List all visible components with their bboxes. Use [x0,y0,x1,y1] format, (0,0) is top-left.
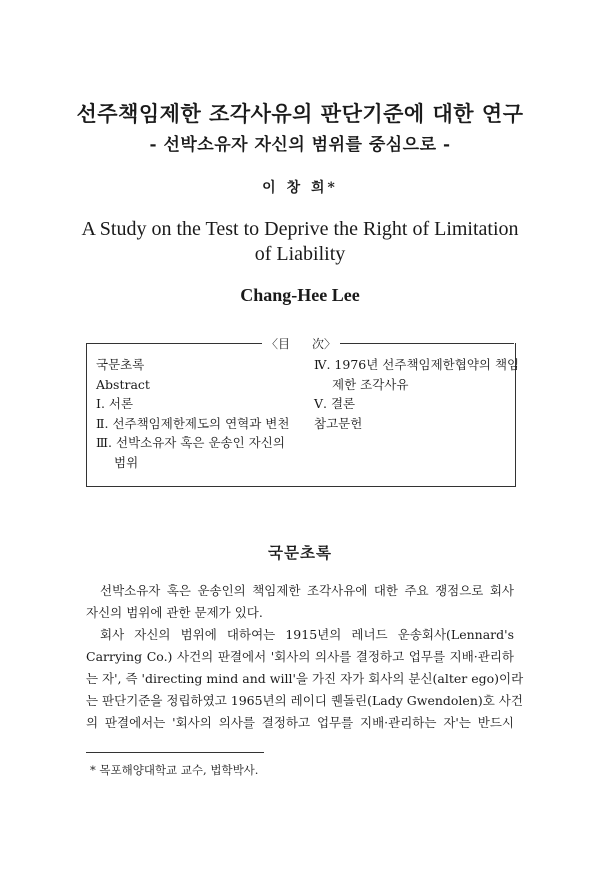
abstract-body [86,580,524,734]
paper-title: 선주책임제한 조각사유의 판단기준에 대한 연구 [76,101,524,126]
toc-item: Ⅳ. 1976년 선주책임제한협약의 책임 [314,357,520,372]
body-line: 는 판단기준을 정립하였고 1965년의 레이디 퀜돌린(Lady Gwendolen)호 사건 [86,693,523,708]
toc-item: Ⅲ. 선박소유자 혹은 운송인 자신의 [96,435,285,450]
toc-item: Ⅴ. 결론 [314,396,356,411]
body-line: Carrying Co.) 사건의 판결에서 '회사의 의사를 결정하고 업무를 지배·관리하 [86,649,514,664]
body-line: 는 자', 즉 'directing mind and will'을 가진 자가 회사의 분신(alter ego)이라 [86,671,524,686]
body-paragraph [86,624,524,734]
footnote-rule [86,752,264,753]
toc-item: 제한 조각사유 [332,376,409,392]
author-english: Chang-Hee Lee [240,285,360,305]
toc-item: 국문초록 [96,357,145,372]
toc-item: Ⅱ. 선주책임제한제도의 연혁과 변천 [96,415,290,431]
body-paragraph [86,580,514,624]
body-line: 자신의 범위에 관한 문제가 있다. [86,605,263,620]
toc-left-column [96,355,311,472]
body-line: 의 판결에서는 '회사의 의사를 결정하고 업무를 지배·관리하는 자'는 반드시 [86,715,514,730]
body-line: 회사 자신의 범위에 대하여는 1915년의 레너드 운송회사(Lennard's [100,627,514,642]
author-korean: 이 창 희* [262,180,338,196]
english-title-line-1: A Study on the Test to Deprive the Right of Limitation [81,218,519,240]
toc-item: Abstract [96,376,150,392]
toc-item: 참고문헌 [314,415,363,431]
english-title-line-2: of Liability [254,243,346,265]
toc-item: 범위 [114,454,139,470]
paper-subtitle: - 선박소유자 자신의 범위를 중심으로 - [149,135,451,155]
body-line: 선박소유자 혹은 운송인의 책임제한 조각사유에 대한 주요 쟁점으로 회사 [100,583,514,598]
toc-heading-right: 次〉 [312,337,337,351]
toc-heading-left: 〈目 [266,337,291,351]
abstract-heading: 국문초록 [268,543,332,562]
toc-item: Ⅰ. 서론 [96,396,134,411]
footnote: * 목포해양대학교 교수, 법학박사. [90,763,259,777]
toc-right-column [314,355,520,433]
